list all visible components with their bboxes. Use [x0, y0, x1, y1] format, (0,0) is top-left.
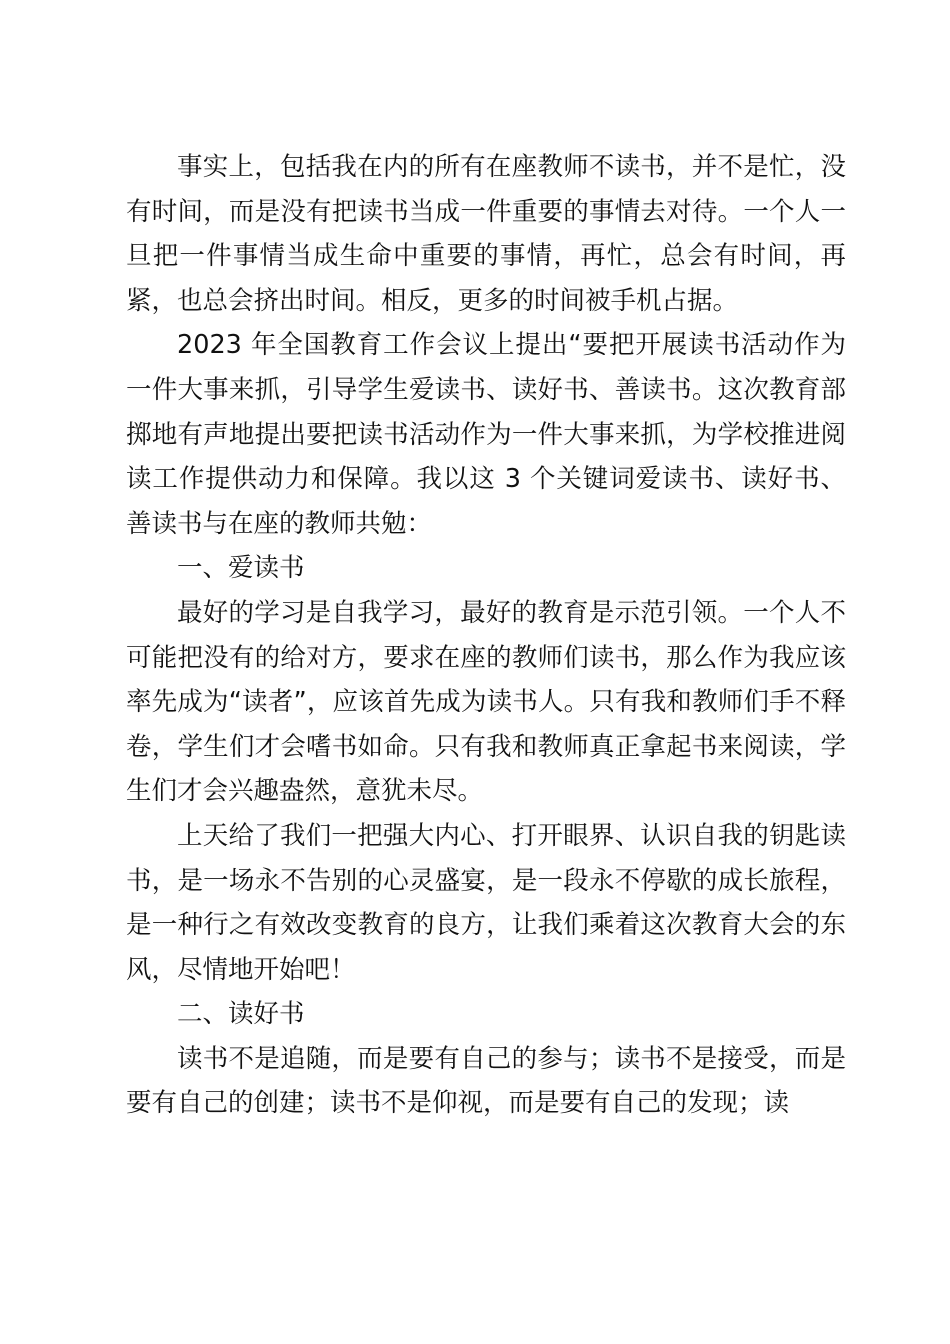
- document-body: [126, 145, 846, 1126]
- paragraph-conference: 2023 年全国教育工作会议上提出“要把开展读书活动作为一件大事来抓，引导学生爱读书、读好书、善读书。这次教育部掷地有声地提出要把读书活动作为一件大事来抓，为学校推进阅读工作提供动力和保障。我以这 3 个关键词爱读书、读好书、善读书与在座的教师共勉：: [126, 330, 846, 539]
- section-heading-love-reading: 一、爱读书: [177, 553, 305, 584]
- section-heading-read-good-books: 二、读好书: [177, 999, 305, 1030]
- paragraph-self-learning: 最好的学习是自我学习，最好的教育是示范引领。一个人不可能把没有的给对方，要求在座的教师们读书，那么作为我应该率先成为“读者”，应该首先成为读书人。只有我和教师们手不释卷，学生们才会嗜书如命。只有我和教师真正拿起书来阅读，学生们才会兴趣盎然，意犹未尽。: [126, 597, 846, 807]
- paragraph-key: 上天给了我们一把强大内心、打开眼界、认识自我的钥匙读书，是一场永不告别的心灵盛宴，是一段永不停歇的成长旅程，是一种行之有效改变教育的良方，让我们乘着这次教育大会的东风，尽情地开始吧！: [126, 820, 846, 985]
- paragraph-reading-not-following: 读书不是追随，而是要有自己的参与；读书不是接受，而是要有自己的创建；读书不是仰视，而是要有自己的发现；读: [126, 1043, 846, 1119]
- paragraph-reading-time: 事实上，包括我在内的所有在座教师不读书，并不是忙，没有时间，而是没有把读书当成一件重要的事情去对待。一个人一旦把一件事情当成生命中重要的事情，再忙，总会有时间，再紧，也总会挤出时间。相反，更多的时间被手机占据。: [126, 152, 846, 316]
